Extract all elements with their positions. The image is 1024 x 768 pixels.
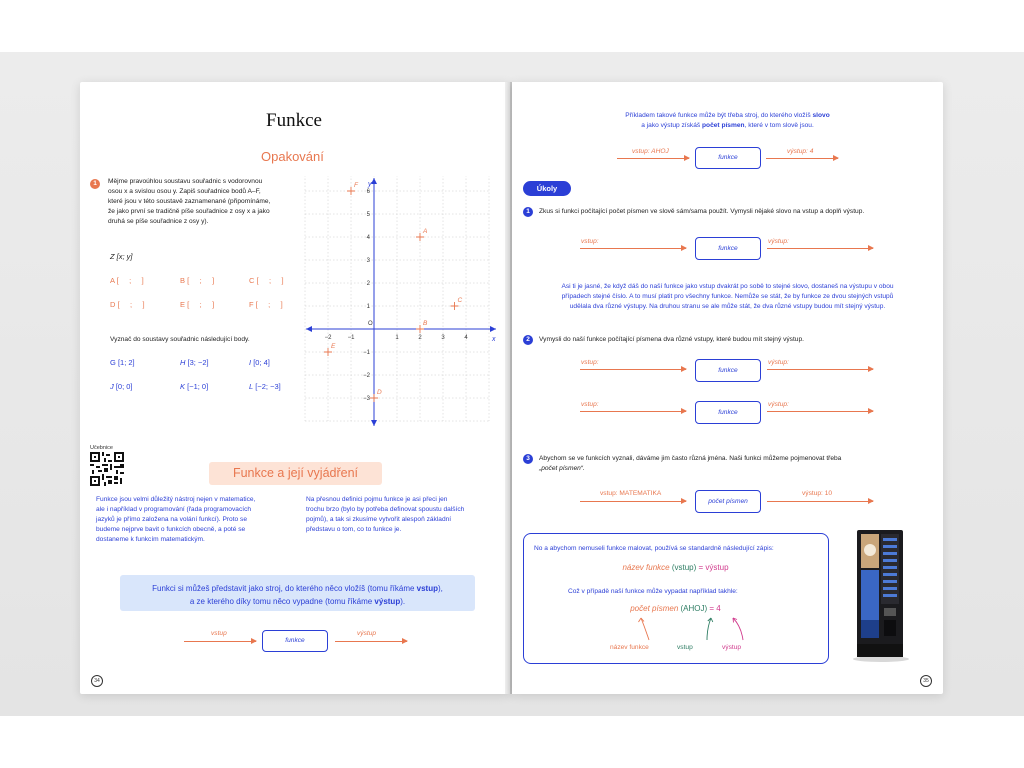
- paragraph-line: pojmů), a tak si zkusíme vytvořit alespoň základní: [306, 516, 452, 523]
- plot-point-label: L: [249, 382, 254, 391]
- point-template: D [ ; ]: [110, 300, 145, 309]
- plot-point-label: H: [180, 358, 186, 367]
- intro-paragraph-left: [96, 495, 296, 545]
- function-box: funkce: [695, 237, 761, 260]
- section-heading-2: Funkce a její vyjádření: [209, 462, 382, 485]
- point-template: E [ ; ]: [180, 300, 215, 309]
- label-output: výstup: [722, 644, 742, 651]
- label-function-name: název funkce: [610, 644, 649, 651]
- plot-prompt: Vyznač do soustavy souřadnic následující body.: [110, 336, 250, 343]
- y-axis-label: y: [368, 181, 372, 188]
- panel-intro: No a abychom nemuseli funkce malovat, používá se standardně následující zápis:: [534, 545, 774, 552]
- point-label: E: [331, 343, 336, 350]
- plot-point: [249, 358, 270, 367]
- plot-point-label: I: [249, 358, 252, 367]
- y-tick-label: 2: [366, 281, 370, 287]
- task1-line: které jsou v této soustavě zaznamenané (připomínáme,: [108, 198, 271, 205]
- origin-label: O: [368, 321, 373, 327]
- callout-text: a ze kterého díky tomu něco vypadne (tomu říkáme: [189, 597, 375, 606]
- function-box: funkce: [695, 401, 761, 424]
- plot-point-value: [−1; 0]: [187, 382, 209, 391]
- plot-point-label: J: [110, 382, 114, 391]
- point-label: F: [354, 182, 358, 189]
- intro-text-part: a jako výstup získáš: [641, 122, 703, 129]
- input-arrow-icon: [580, 369, 686, 370]
- task3-text: [539, 454, 919, 474]
- task-input-label: vstup:: [581, 401, 599, 408]
- input-arrow-icon: [617, 158, 689, 159]
- output-arrow-icon: [767, 248, 873, 249]
- example-input: (AHOJ): [680, 604, 708, 613]
- right-page: [512, 82, 943, 694]
- section-heading: Opakování: [261, 149, 324, 164]
- y-tick-label: 6: [366, 189, 370, 195]
- task-output-label: výstup: 10: [802, 490, 833, 497]
- task1-line: druhá se píše souřadnice z osy y).: [108, 218, 209, 225]
- plot-point: [180, 358, 209, 367]
- point-label: A: [423, 228, 428, 235]
- plot-point-value: [0; 0]: [115, 382, 133, 391]
- point-label: C: [457, 297, 463, 304]
- task3-line: Abychom se ve funkcích vyznali, dáváme jim často různá jména. Naši funkci můžeme pojmenovat třeba: [539, 455, 842, 462]
- note-paragraph: [512, 282, 943, 312]
- task-input-label: vstup:: [581, 238, 599, 245]
- y-tick-label: 5: [366, 212, 370, 218]
- qr-code-icon[interactable]: [90, 452, 124, 486]
- coordinate-format: Z [x; y]: [110, 252, 133, 261]
- y-tick-label: 1: [366, 304, 370, 310]
- output-arrow-icon: [767, 369, 873, 370]
- panel-example-intro: Což v případě naší funkce může vypadat například takhle:: [568, 588, 738, 595]
- y-tick-label: −2: [363, 373, 370, 379]
- page-number: 34: [91, 675, 103, 687]
- task-number: 3: [523, 454, 533, 464]
- intro-line: [512, 111, 943, 121]
- intro-text-part: , které v tom slově jsou.: [744, 122, 814, 129]
- left-page: [80, 82, 510, 694]
- plot-point-value: [3; −2]: [187, 358, 209, 367]
- task-number: 1: [523, 207, 533, 217]
- x-axis-arrow-icon: [490, 326, 496, 332]
- y-tick-label: 4: [366, 235, 370, 241]
- plot-point: [110, 358, 135, 367]
- y-axis-arrow-icon: [371, 420, 377, 426]
- function-box: počet písmen: [695, 490, 761, 513]
- output-arrow-icon: [766, 158, 838, 159]
- function-box: funkce: [695, 147, 761, 169]
- intro-text: [512, 111, 943, 131]
- example-equals: =: [707, 604, 717, 613]
- plot-point-label: G: [110, 358, 116, 367]
- output-arrow-icon: [767, 411, 873, 412]
- paragraph-line: dostaneme k funkcím matematickým.: [96, 536, 205, 543]
- output-arrow-icon: [767, 501, 873, 502]
- function-box: funkce: [262, 630, 328, 652]
- y-tick-label: −1: [363, 350, 370, 356]
- vending-machine-image: [850, 528, 910, 663]
- paragraph-line: Funkce jsou velmi důležitý nástroj nejen v matematice,: [96, 496, 256, 503]
- diagram-input-label: vstup: [211, 630, 227, 637]
- x-tick-label: 4: [464, 335, 468, 341]
- point-label: D: [377, 389, 382, 396]
- intro-text-part: Příkladem takové funkce může být třeba stroj, do kterého vložíš: [625, 112, 813, 119]
- x-axis-arrow-icon: [306, 326, 312, 332]
- example-output-label: výstup: 4: [787, 148, 814, 155]
- example-input-label: vstup: AHOJ: [632, 148, 669, 155]
- x-tick-label: −1: [347, 335, 355, 341]
- task2-text: Vymysli do naší funkce počítající písmena dva různé vstupy, které budou mít stejný výstup.: [539, 336, 804, 343]
- x-tick-label: 1: [395, 335, 399, 341]
- intro-paragraph-right: [306, 495, 506, 535]
- page-title: Funkce: [266, 110, 322, 131]
- note-line: případech stejné číslo. A to musí platit pro všechny funkce. Nemůže se stát, že by funkce ze dvou stejných vstupů: [561, 293, 894, 300]
- callout-line: [120, 595, 475, 608]
- plot-point: [249, 382, 281, 391]
- intro-line: [512, 121, 943, 131]
- intro-keyword: slovo: [812, 112, 830, 119]
- coordinate-graph: [302, 176, 502, 428]
- y-tick-label: −3: [363, 396, 370, 402]
- task-input-label: vstup:: [581, 359, 599, 366]
- label-input: vstup: [677, 644, 693, 651]
- paragraph-line: Na přesnou definici pojmu funkce je asi přeci jen: [306, 496, 448, 503]
- plot-point-label: K: [180, 382, 186, 391]
- task1-text: [108, 177, 308, 227]
- task-output-label: výstup:: [768, 401, 789, 408]
- formula-equals: =: [696, 563, 706, 572]
- plot-point: [180, 382, 208, 391]
- callout-keyword: výstup: [374, 597, 401, 606]
- paragraph-line: ale i například v programování (řada programovacích: [96, 506, 252, 513]
- formula-name: název funkce: [622, 563, 670, 572]
- qr-label: Učebnice: [90, 445, 113, 451]
- x-axis-label: x: [492, 336, 496, 343]
- point-template: B [ ; ]: [180, 276, 215, 285]
- x-tick-label: −2: [324, 335, 332, 341]
- task3-line: „počet písmen“.: [539, 465, 585, 472]
- task1-line: osou x a svislou osou y. Zapiš souřadnice bodů A–F,: [108, 188, 261, 195]
- task-output-label: výstup:: [768, 238, 789, 245]
- task1-line: Mějme pravoúhlou soustavu souřadnic s vodorovnou: [108, 178, 263, 185]
- task1-line: že jako první se tradičně píše souřadnice z osy x a jako: [108, 208, 270, 215]
- note-line: Asi ti je jasné, že když dáš do naší funkce jako vstup dvakrát po sobě to stejné slovo, dostaneš na výstupu v obou: [561, 283, 894, 290]
- y-tick-label: 3: [366, 258, 370, 264]
- task-number: 1: [90, 179, 100, 189]
- formula-input: (vstup): [671, 563, 697, 572]
- x-tick-label: 2: [418, 335, 422, 341]
- task-output-label: výstup:: [768, 359, 789, 366]
- diagram-output-label: výstup: [357, 630, 377, 637]
- y-axis-arrow-icon: [371, 178, 377, 184]
- formula-output: výstup: [705, 563, 729, 572]
- intro-keyword: počet písmen: [702, 122, 745, 129]
- function-box: funkce: [695, 359, 761, 382]
- input-arrow-icon: [580, 501, 686, 502]
- point-template: A [ ; ]: [110, 276, 144, 285]
- task1-text: Zkus si funkci počítající počet písmen ve slově sám/sama použít. Vymysli nějaké slovo na vstup a doplň výstup.: [539, 208, 865, 215]
- paragraph-line: budeme nejprve bavit o funkcích obecně, a poté se: [96, 526, 246, 533]
- input-arrow-icon: [580, 248, 686, 249]
- input-arrow-icon: [580, 411, 686, 412]
- notation-panel: [523, 533, 829, 664]
- task-input-label: vstup: MATEMATIKA: [600, 490, 662, 497]
- point-template: F [ ; ]: [249, 300, 283, 309]
- paragraph-line: jazyků je přímo založena na volání funkcí). Proto se: [96, 516, 247, 523]
- point-template: C [ ; ]: [249, 276, 284, 285]
- definition-callout: [120, 575, 475, 611]
- paragraph-line: trochu brzo (bylo by potřeba definovat spoustu dalších: [306, 506, 465, 513]
- tasks-badge: Úkoly: [523, 181, 571, 196]
- point-label: B: [423, 320, 428, 327]
- paragraph-line: představu o tom, co to funkce je.: [306, 526, 402, 533]
- task-number: 2: [523, 335, 533, 345]
- example-name: počet písmen: [630, 604, 679, 613]
- formula-example: [524, 604, 827, 613]
- note-line: udělala dva různé výstupy. Na druhou stranu se ale může stát, že dva různé vstupy budou mít stejný výstup.: [569, 303, 886, 310]
- x-tick-label: 3: [441, 335, 445, 341]
- input-arrow-icon: [184, 641, 256, 642]
- plot-point: [110, 382, 133, 391]
- callout-keyword: vstup: [416, 584, 438, 593]
- callout-text: ).: [400, 597, 406, 606]
- example-output: 4: [716, 604, 721, 613]
- callout-text: ),: [438, 584, 443, 593]
- plot-point-value: [−2; −3]: [255, 382, 281, 391]
- page-number: 35: [920, 675, 932, 687]
- output-arrow-icon: [335, 641, 407, 642]
- callout-line: [120, 582, 475, 595]
- callout-text: Funkci si můžeš představit jako stroj, do kterého něco vložíš (tomu říkáme: [152, 584, 417, 593]
- formula: [524, 563, 827, 572]
- pointer-arrows-icon: [619, 614, 749, 644]
- plot-point-value: [0; 4]: [253, 358, 270, 367]
- plot-point-value: [1; 2]: [117, 358, 135, 367]
